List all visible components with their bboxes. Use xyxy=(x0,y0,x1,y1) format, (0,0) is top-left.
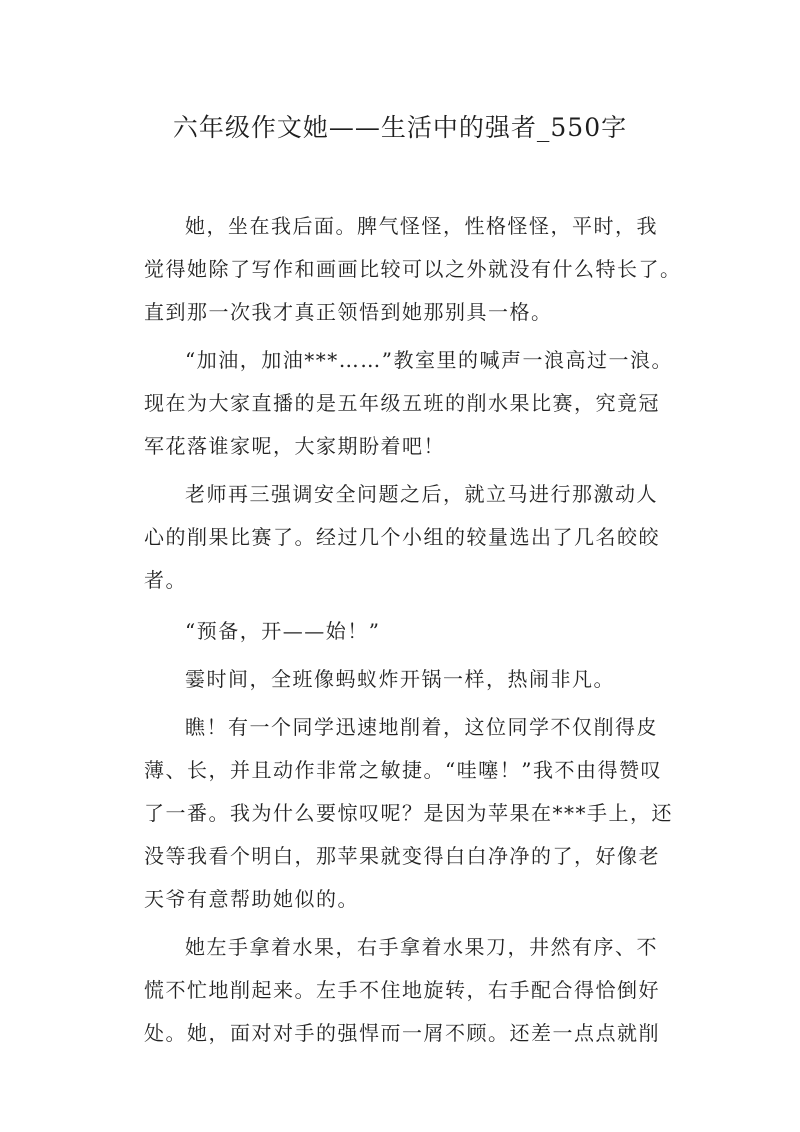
paragraph-line: “预备，开——始！” xyxy=(185,619,381,643)
paragraph-line: 霎时间，全班像蚂蚁炸开锅一样，热闹非凡。 xyxy=(185,667,615,691)
paragraph-line: 觉得她除了写作和画画比较可以之外就没有什么特长了。 xyxy=(144,257,682,281)
paragraph-line: 薄、长，并且动作非常之敏捷。“哇噻！”我不由得赞叹 xyxy=(144,758,662,782)
paragraph-line: 慌不忙地削起来。左手不住地旋转，右手配合得恰倒好 xyxy=(144,978,660,1002)
document-title: 六年级作文她——生活中的强者_550字 xyxy=(172,113,628,142)
paragraph-line: 军花落谁家呢，大家期盼着吧！ xyxy=(144,434,445,458)
paragraph-line: 老师再三强调安全问题之后，就立马进行那激动人 xyxy=(185,482,658,506)
paragraph-line: 现在为大家直播的是五年级五班的削水果比赛，究竟冠 xyxy=(144,391,660,415)
paragraph-line: 没等我看个明白，那苹果就变得白白净净的了，好像老 xyxy=(144,844,660,868)
paragraph-line: 直到那一次我才真正领悟到她那别具一格。 xyxy=(144,300,553,324)
paragraph-line: 者。 xyxy=(144,568,187,592)
paragraph-line: 她左手拿着水果，右手拿着水果刀，井然有序、不 xyxy=(185,935,658,959)
paragraph-line: “加油，加油***……”教室里的喊声一浪高过一浪。 xyxy=(185,348,673,372)
paragraph-line: 心的削果比赛了。经过几个小组的较量选出了几名皎皎 xyxy=(144,525,660,549)
paragraph-line: 处。她，面对对手的强悍而一屑不顾。还差一点点就削 xyxy=(144,1021,660,1045)
document-body xyxy=(144,205,682,1055)
paragraph-line: 她，坐在我后面。脾气怪怪，性格怪怪，平时，我 xyxy=(185,214,658,238)
paragraph-line: 瞧！有一个同学迅速地削着，这位同学不仅削得皮 xyxy=(185,715,658,739)
paragraph-line: 了一番。我为什么要惊叹呢？是因为苹果在***手上，还 xyxy=(144,801,673,825)
paragraph-line: 天爷有意帮助她似的。 xyxy=(144,887,359,911)
